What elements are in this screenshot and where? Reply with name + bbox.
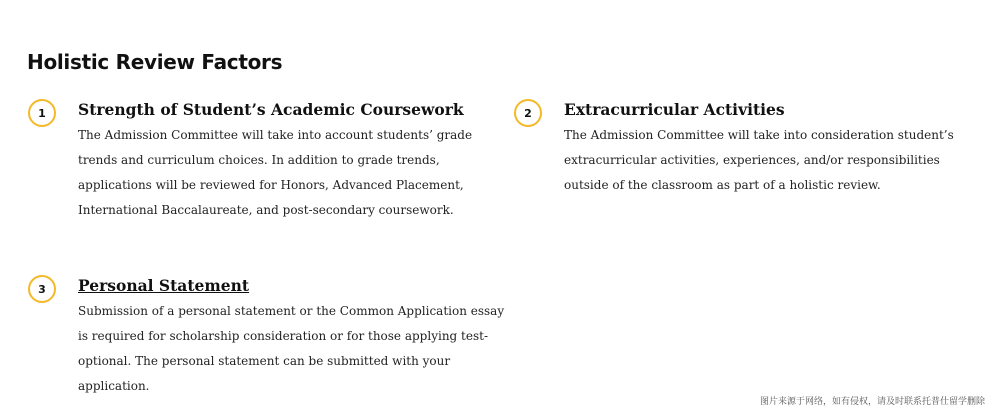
number-badge-2: 2 xyxy=(514,99,542,127)
image-source-watermark: 图片来源于网络，如有侵权，请及时联系托普仕留学删除 xyxy=(759,397,985,407)
factor-body-3: Submission of a personal statement or the Common Application essay is required for scholarship consideration or for those applying test-optional. The personal statement can be submitted with your application. xyxy=(78,304,505,393)
section-title: Holistic Review Factors xyxy=(27,50,283,74)
number-badge-3: 3 xyxy=(28,275,56,303)
factor-title-1: Strength of Student’s Academic Coursework xyxy=(78,100,464,119)
factor-body-2: The Admission Committee will take into consideration student’s extracurricular activities, experiences, and/or responsibilities outside of the classroom as part of a holistic review. xyxy=(564,128,954,192)
number-badge-1: 1 xyxy=(28,99,56,127)
factor-title-2: Extracurricular Activities xyxy=(564,100,785,119)
factor-title-3-link[interactable]: Personal Statement xyxy=(78,276,250,295)
factor-body-1: The Admission Committee will take into account students’ grade trends and curriculum choices. In addition to grade trends, applications will be reviewed for Honors, Advanced Placement, International Baccalaureate, and post-secondary coursework. xyxy=(78,128,473,217)
